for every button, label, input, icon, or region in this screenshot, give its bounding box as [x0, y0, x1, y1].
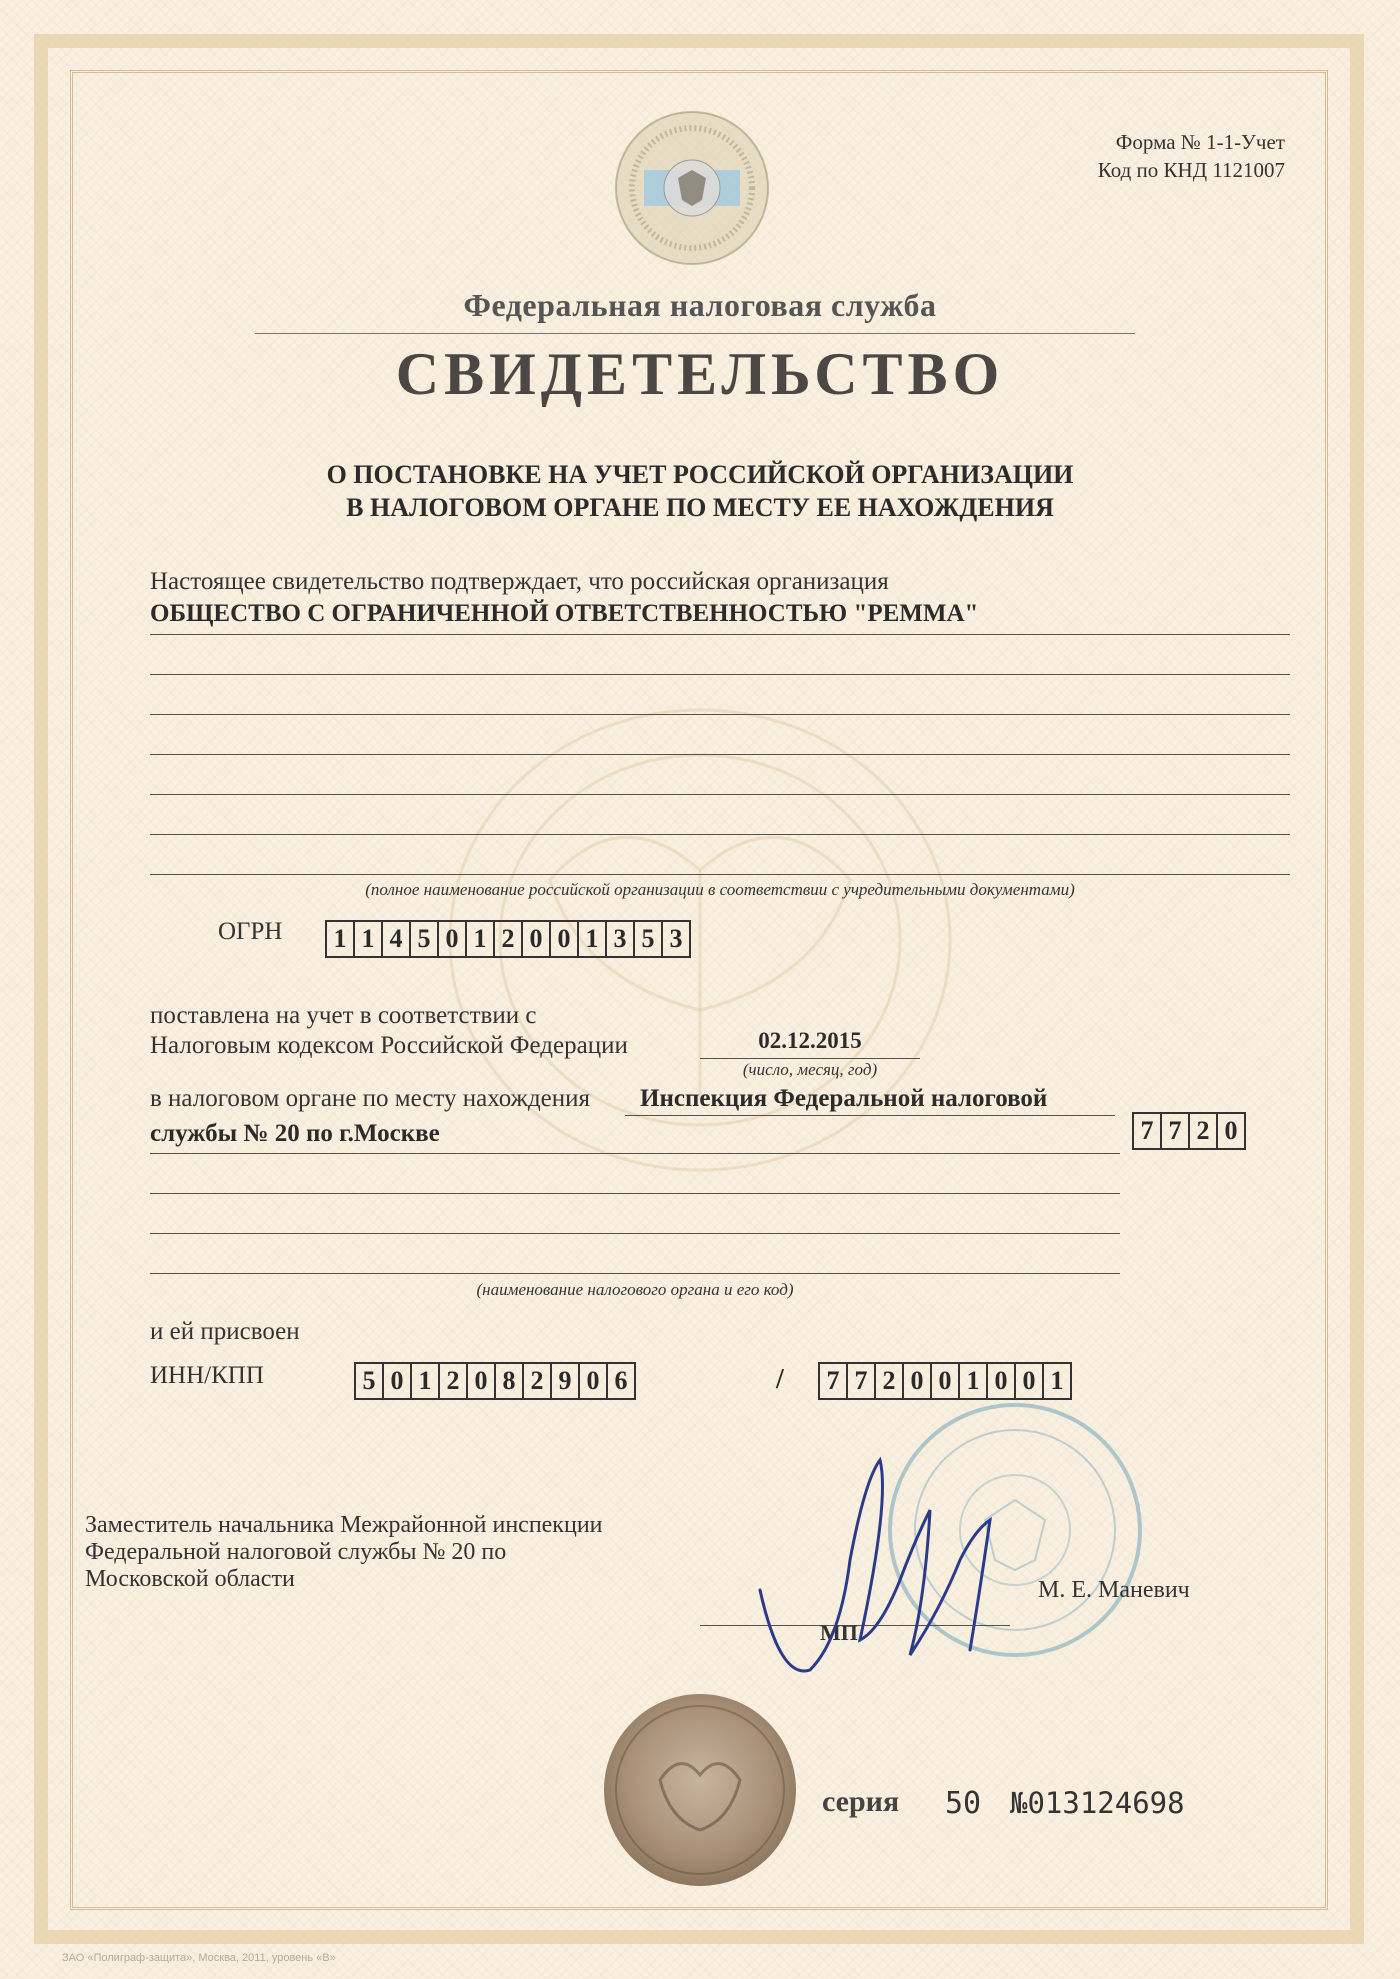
authority-caption: (наименование налогового органа и его код): [476, 1280, 794, 1299]
ogrn-digit: 3: [605, 920, 635, 958]
inn-digit: 9: [550, 1362, 580, 1400]
authority-line-4: [150, 1233, 1120, 1234]
org-line-5: [150, 794, 1290, 795]
org-line-3: [150, 714, 1290, 715]
kpp-digit: 7: [818, 1362, 848, 1400]
signatory-position-line-3: Московской области: [85, 1566, 295, 1592]
subtitle-line-2: В НАЛОГОВОМ ОРГАНЕ ПО МЕСТУ ЕЕ НАХОЖДЕНИЯ: [346, 493, 1054, 522]
serial-label: серия: [822, 1785, 900, 1818]
kpp-digit: 0: [930, 1362, 960, 1400]
org-line-1: [150, 634, 1290, 635]
ogrn-label: ОГРН: [218, 918, 283, 945]
ogrn-digit: 1: [465, 920, 495, 958]
inn-digits: [354, 1362, 636, 1400]
inn-digit: 2: [522, 1362, 552, 1400]
inn-digit: 0: [578, 1362, 608, 1400]
ogrn-digit: 3: [661, 920, 691, 958]
signatory-name: М. Е. Маневич: [1038, 1577, 1190, 1603]
handwritten-signature-icon: [740, 1440, 1040, 1700]
date-caption: (число, месяц, год): [742, 1060, 878, 1079]
kpp-digit: 1: [958, 1362, 988, 1400]
kpp-digit: 1: [1042, 1362, 1072, 1400]
stamp-mark: МП: [820, 1620, 858, 1645]
kpp-digit: 0: [902, 1362, 932, 1400]
org-line-2: [150, 674, 1290, 675]
authority-code-digit: 7: [1160, 1112, 1190, 1150]
authority-line-3: [150, 1193, 1120, 1194]
ogrn-digit: 4: [381, 920, 411, 958]
inn-kpp-label: ИНН/КПП: [150, 1362, 264, 1389]
printer-footer: ЗАО «Полиграф-защита», Москва, 2011, уровень «В»: [62, 1952, 336, 1964]
kpp-digit: 0: [986, 1362, 1016, 1400]
authority-code: [1132, 1112, 1246, 1150]
ogrn-digit: 2: [493, 920, 523, 958]
authority-label: в налоговом органе по месту нахождения: [150, 1085, 591, 1112]
registration-line-2: Налоговым кодексом Российской Федерации: [150, 1032, 628, 1059]
ogrn-digit: 5: [633, 920, 663, 958]
organization-caption: (полное наименование российской организации в соответствии с учредительными документами): [365, 880, 1075, 899]
serial-series: 50: [945, 1786, 982, 1821]
ogrn-digits: [325, 920, 691, 958]
ogrn-digit: 5: [409, 920, 439, 958]
authority-underline-2: [150, 1153, 1120, 1154]
inn-digit: 0: [466, 1362, 496, 1400]
inn-digit: 0: [382, 1362, 412, 1400]
authority-line-2: службы № 20 по г.Москве: [150, 1120, 440, 1147]
ogrn-digit: 0: [521, 920, 551, 958]
inn-digit: 5: [354, 1362, 384, 1400]
subtitle-line-1: О ПОСТАНОВКЕ НА УЧЕТ РОССИЙСКОЙ ОРГАНИЗАЦИИ: [326, 460, 1074, 489]
ogrn-digit: 0: [437, 920, 467, 958]
hologram-emblem-icon: [612, 108, 772, 268]
registration-date: 02.12.2015: [758, 1028, 862, 1053]
authority-code-digit: 7: [1132, 1112, 1162, 1150]
form-number: Форма № 1-1-Учет: [1115, 130, 1285, 154]
agency-name: Федеральная налоговая служба: [463, 287, 937, 323]
kpp-digit: 2: [874, 1362, 904, 1400]
header-divider: [255, 333, 1135, 334]
kpp-digit: 7: [846, 1362, 876, 1400]
ogrn-digit: 0: [549, 920, 579, 958]
signatory-position-line-1: Заместитель начальника Межрайонной инспекции: [85, 1512, 603, 1538]
ogrn-digit: 1: [353, 920, 383, 958]
signatory-position-line-2: Федеральной налоговой службы № 20 по: [85, 1539, 507, 1565]
authority-code-digit: 0: [1216, 1112, 1246, 1150]
ogrn-digit: 1: [325, 920, 355, 958]
authority-underline-1: [625, 1115, 1115, 1116]
serial-number: №013124698: [1010, 1786, 1185, 1820]
knd-code: Код по КНД 1121007: [1097, 158, 1285, 182]
inn-kpp-slash: /: [776, 1364, 784, 1395]
inn-digit: 1: [410, 1362, 440, 1400]
ogrn-digit: 1: [577, 920, 607, 958]
inn-digit: 8: [494, 1362, 524, 1400]
organization-name: ОБЩЕСТВО С ОГРАНИЧЕННОЙ ОТВЕТСТВЕННОСТЬЮ "РЕММА": [150, 600, 979, 627]
authority-line-5: [150, 1273, 1120, 1274]
assigned-label: и ей присвоен: [150, 1318, 300, 1345]
date-line: [700, 1058, 920, 1059]
org-line-4: [150, 754, 1290, 755]
authority-line-1: Инспекция Федеральной налоговой: [640, 1085, 1048, 1112]
inn-digit: 2: [438, 1362, 468, 1400]
inn-digit: 6: [606, 1362, 636, 1400]
registration-line-1: поставлена на учет в соответствии с: [150, 1002, 537, 1029]
document-title: СВИДЕТЕЛЬСТВО: [395, 341, 1005, 407]
org-line-7: [150, 874, 1290, 875]
kpp-digit: 0: [1014, 1362, 1044, 1400]
organization-intro: Настоящее свидетельство подтверждает, что российская организация: [150, 568, 889, 595]
authority-code-digit: 2: [1188, 1112, 1218, 1150]
org-line-6: [150, 834, 1290, 835]
emblem-seal-icon: [600, 1690, 800, 1890]
